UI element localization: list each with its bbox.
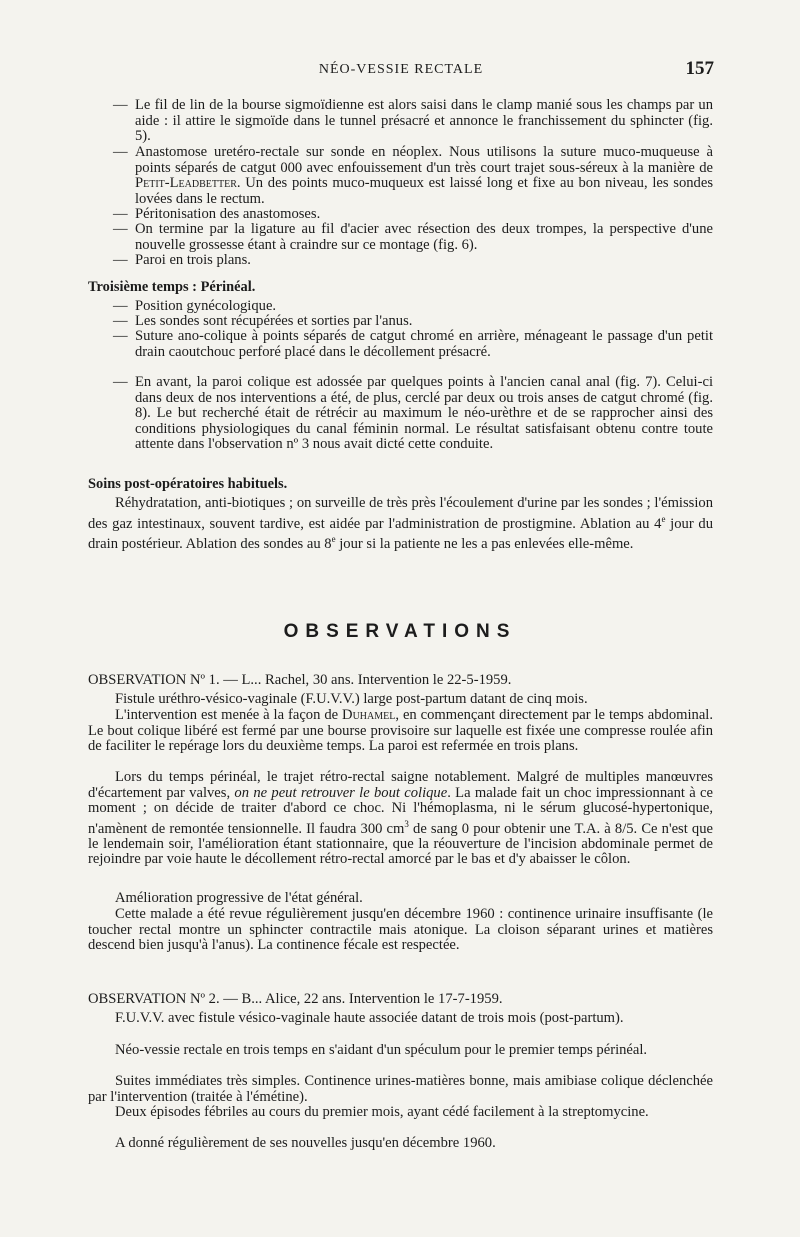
list-dash: — [113,221,128,237]
section-heading-third-stage: Troisième temps : Périnéal. [88,279,256,295]
list-dash: — [113,206,128,222]
post-op-text: jour du drain postérieur. Ablation des sondes au 8 [88,515,713,552]
post-op-ordinal-number: 4 [654,515,662,532]
list-item-text-end: . Un des points muco-muqueux est laissé long et fixe au bon niveau, les sondes lovées dans le rectum. [135,175,713,207]
observation-1-heading: OBSERVATION Nº 1. — L... Rachel, 30 ans. Intervention le 22-5-1959. [88,672,512,688]
list-dash: — [113,298,128,314]
ordinal-suffix: e [661,513,666,524]
list-item-text: Péritonisation des anastomoses. [135,206,321,222]
list-item [113,221,713,253]
ordinal-suffix: e [331,533,336,544]
superscript: 3 [404,818,409,829]
observation-1-paragraph [88,708,713,755]
list-dash: — [113,144,128,160]
observation-2-paragraph: Deux épisodes fébriles au cours du premier mois, ayant cédé facilement à la streptomycine. [115,1104,649,1120]
author-name: Duhamel [342,707,396,723]
list-dash: — [113,328,128,344]
post-op-text: jour si la patiente ne les a pas enlevées elle-même. [335,535,634,552]
list-item [113,144,713,207]
page-header [88,58,714,82]
post-op-text: Réhydratation, anti-biotiques ; on surveille de très près l'écoulement d'urine par les sondes ; l'émission des gaz intestinaux, souvent tardive, est aidée par l'administration de prostigmine. Ablation au [88,495,713,532]
observation-2-paragraph: Néo-vessie rectale en trois temps en s'aidant d'un spéculum pour le premier temps périnéal. [115,1042,648,1058]
observation-text: , en commençant directement par le temps abdominal. Le bout colique libéré est fermé par une bourse provisoire sur laquelle est fixée une compresse roulée afin de faciliter le repérage lors du deuxième temps. La paroi est refermée en trois plans. [88,707,713,754]
observation-1-paragraph: Cette malade a été revue régulièrement jusqu'en décembre 1960 : continence urinaire insuffisante (le toucher rectal montre un sphincter contractile mais atonique. La cloison séparant urines et matières descend bien jusqu'à l'anus). La continence fécale est respectée. [88,906,713,953]
list-item-text: Position gynécologique. [135,298,277,314]
observation-1-paragraph [88,770,713,868]
list-dash: — [113,97,128,113]
list-item-text: En avant, la paroi colique est adossée par quelques points à l'ancien canal anal (fig. 7). Celui-ci dans deux de nos interventions a été, de plus, cerclé par deux ou trois anses de catgut chromé (fig. 8). Le but recherché était de rétrécir au maximum le néo-urèthre et de se rapprocher ainsi des conditions physiologiques du canal féminin normal. Le résultat satisfaisant obtenu contre toute attente dans l'observation nº 3 nous avait dicté cette conduite. [135,374,713,452]
observation-1-paragraph: Amélioration progressive de l'état général. [115,890,363,906]
list-item [113,252,713,269]
observation-1-paragraph: Fistule uréthro-vésico-vaginale (F.U.V.V.) large post-partum datant de cinq mois. [115,691,588,707]
list-item-text: Suture ano-colique à points séparés de catgut chromé en arrière, ménageant le passage d'un petit drain caoutchouc perforé placé dans le décollement présacré. [135,328,713,360]
observation-italic-text: on ne peut retrouver le bout colique [234,784,448,801]
list-item-text: Les sondes sont récupérées et sorties par l'anus. [135,313,413,329]
list-item-text: Le fil de lin de la bourse sigmoïdienne est alors saisi dans le clamp manié sous les champs par un aide : il attire le sigmoïde dans le tunnel présacré et annonce le franchissement du sphincter (fig. 5). [135,97,713,144]
list-item [113,328,713,360]
observation-2-paragraph: A donné régulièrement de ses nouvelles jusqu'en décembre 1960. [115,1135,496,1151]
observation-2-paragraph: F.U.V.V. avec fistule vésico-vaginale haute associée datant de trois mois (post-partum). [115,1010,624,1026]
section-heading-post-op: Soins post-opératoires habituels. [88,476,288,492]
page-number: 157 [685,58,714,79]
observations-title: OBSERVATIONS [283,621,517,642]
observation-text: . La malade fait un choc impressionnant à ce moment ; on décide de traiter d'abord ce choc. Ni l'hémoplasma, ni le sérum glucosé-hypertonique, n'amènent de remontée tensionnelle. Il faudra 300 cm [88,784,713,837]
observation-2-heading: OBSERVATION Nº 2. — B... Alice, 22 ans. Intervention le 17-7-1959. [88,991,503,1007]
list-dash: — [113,313,128,329]
author-name: Petit-Leadbetter [135,175,237,191]
list-item [113,374,713,453]
post-op-paragraph [88,496,713,552]
list-dash: — [113,374,128,390]
running-title: NÉO-VESSIE RECTALE [318,62,484,77]
observation-text: Lors du temps périnéal, le trajet rétro-rectal saigne notablement. Malgré de multiples manœuvres d'écartement par valves, [88,769,713,801]
list-dash: — [113,252,128,268]
list-item-text: Anastomose uretéro-rectale sur sonde en néoplex. Nous utilisons la suture muco-muqueuse à points séparés de catgut 000 avec enfouissement d'un très court trajet sous-séreux à la manière de [135,144,713,176]
observation-text: L'intervention est menée à la façon de [115,707,339,723]
observation-text: de sang 0 pour obtenir une T.A. à 8/5. Ce n'est que le lendemain soir, l'amélioration étant stationnaire, que la réouverture de l'incision abdominale permet de rejoindre par voie haute le décollement rétro-rectal amorcé par le bas et d'y abaisser le côlon. [88,820,713,868]
observation-2-paragraph: Suites immédiates très simples. Continence urines-matières bonne, mais amibiase colique déclenchée par l'intervention (traitée à l'émétine). [88,1073,713,1105]
list-item-text: On termine par la ligature au fil d'acier avec résection des deux trompes, la perspective d'une nouvelle grossesse étant à craindre sur ce montage (fig. 6). [135,221,713,253]
list-item-text: Paroi en trois plans. [135,252,251,268]
list-item [113,97,713,145]
